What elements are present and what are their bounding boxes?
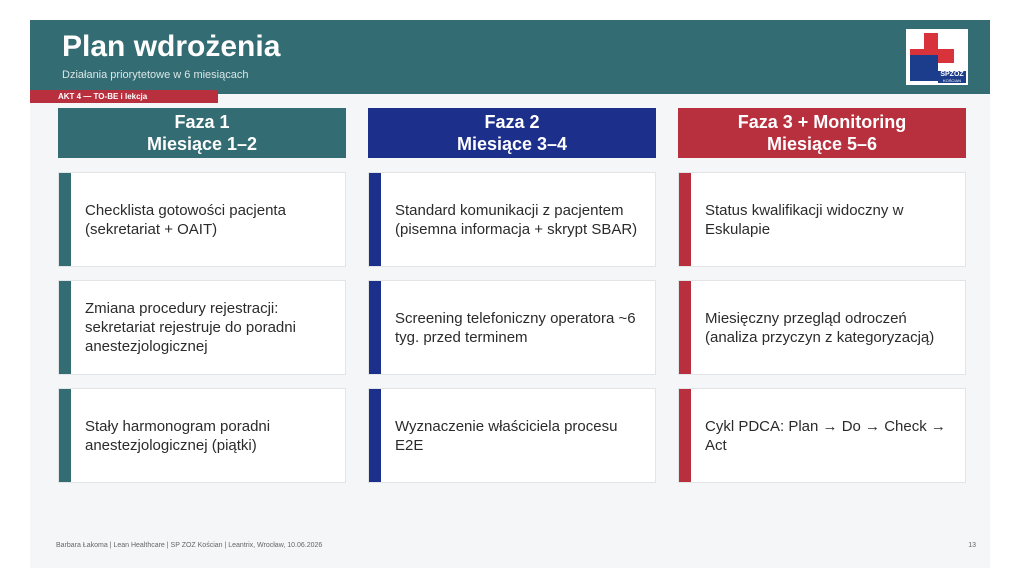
phase-1-header (58, 108, 346, 158)
phase-3-subtitle: Miesiące 5–6 (766, 134, 878, 154)
phase-3-title: Faza 3 + Monitoring (737, 112, 907, 132)
header-band (30, 20, 990, 94)
card-text: Wyznaczenie właściciela procesu E2E (395, 417, 618, 454)
card-text: Checklista gotowości pacjenta (sekretariat + OAIT) (85, 201, 286, 238)
phase-3-header (678, 108, 966, 158)
logo-text: SPZOZ KOŚCIAN (938, 71, 966, 83)
card-accent-bar (369, 281, 381, 374)
card-accent-bar (679, 173, 691, 266)
spzoz-logo (906, 29, 968, 85)
phase-2-subtitle: Miesiące 3–4 (456, 134, 568, 154)
card-accent-bar (369, 173, 381, 266)
card-text: Zmiana procedury rejestracji: sekretariat rejestruje do poradni anestezjologicznej (85, 300, 296, 355)
phase-1-title: Faza 1 (174, 112, 230, 132)
card-text: Standard komunikacji z pacjentem (pisemna informacja + skrypt SBAR) (395, 201, 638, 238)
phase-2-card-1 (368, 172, 656, 267)
phase-1-card-3 (58, 388, 346, 483)
phase-3-card-2 (678, 280, 966, 375)
card-accent-bar (679, 389, 691, 482)
page-number: 13 (968, 542, 976, 549)
phase-2-title: Faza 2 (484, 112, 540, 132)
page-subtitle: Działania priorytetowe w 6 miesiącach (62, 69, 249, 81)
card-text: Status kwalifikacji widoczny w Eskulapie (705, 201, 904, 238)
phase-2-card-3 (368, 388, 656, 483)
phase-1-card-2 (58, 280, 346, 375)
phase-3-card-1 (678, 172, 966, 267)
card-accent-bar (369, 389, 381, 482)
page-title: Plan wdrożenia (62, 30, 281, 63)
card-accent-bar (59, 389, 71, 482)
phase-2-card-2 (368, 280, 656, 375)
card-text: Miesięczny przegląd odroczeń (analiza przyczyn z kategoryzacją) (705, 309, 935, 346)
phase-1-subtitle: Miesiące 1–2 (146, 134, 258, 154)
logo-blue-block (910, 55, 938, 81)
card-accent-bar (679, 281, 691, 374)
phase-1-card-1 (58, 172, 346, 267)
slide (30, 20, 990, 568)
card-accent-bar (59, 281, 71, 374)
phase-2-header (368, 108, 656, 158)
card-text: Cykl PDCA: Plan → Do → Check → Act (705, 417, 946, 454)
card-text: Screening telefoniczny operatora ~6 tyg. przed terminem (395, 309, 636, 346)
card-accent-bar (59, 173, 71, 266)
phase-3-card-3 (678, 388, 966, 483)
section-tag: AKT 4 — TO-BE i lekcja (30, 90, 218, 103)
card-text: Stały harmonogram poradni anestezjologicznej (piątki) (85, 417, 271, 454)
footer-credits: Barbara Łakoma | Lean Healthcare | SP ZOZ Kościan | Leantrix, Wrocław, 10.06.2026 (56, 542, 323, 549)
